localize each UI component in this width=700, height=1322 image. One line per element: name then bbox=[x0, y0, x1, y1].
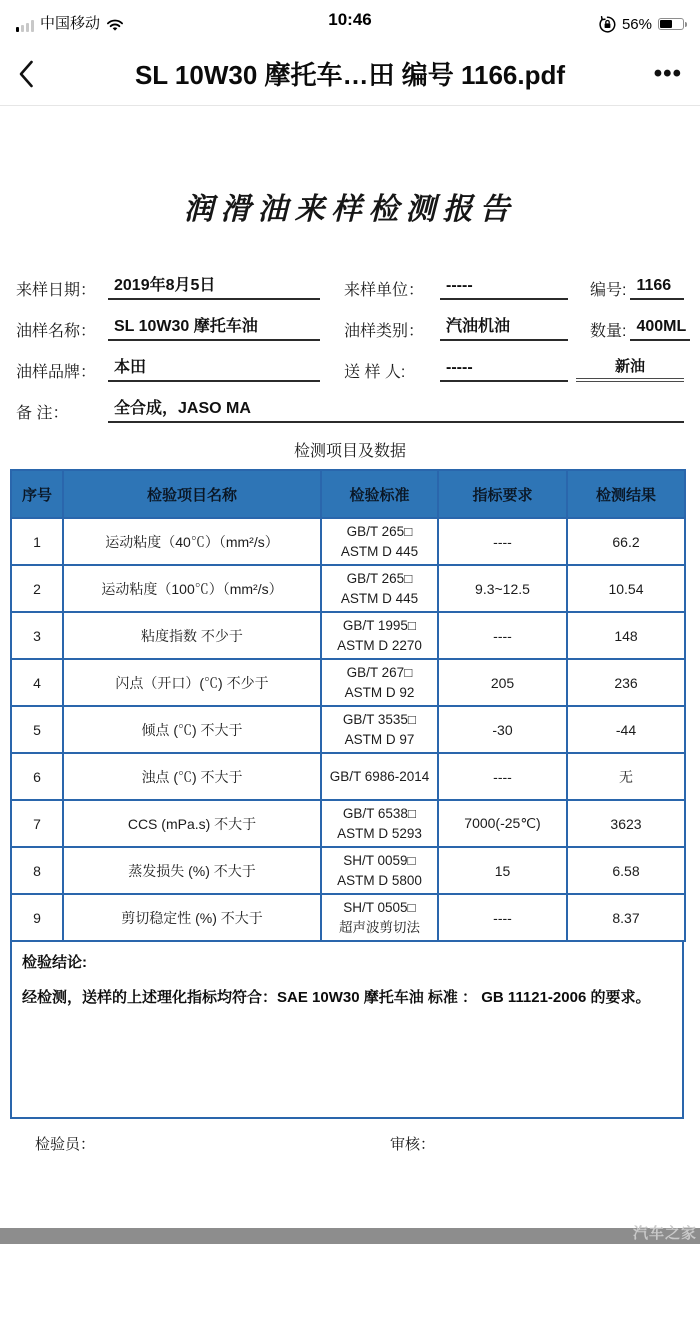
header-result: 检测结果 bbox=[567, 470, 685, 518]
bottom-bar bbox=[0, 1228, 700, 1244]
cell-row-number: 5 bbox=[11, 706, 63, 753]
table-row bbox=[11, 659, 685, 706]
standard-line-1: SH/T 0059□ bbox=[343, 852, 416, 868]
sample-date-label: 来样日期： bbox=[16, 282, 97, 299]
table-row bbox=[11, 894, 685, 941]
standard-line-1: GB/T 6538□ bbox=[342, 805, 417, 821]
conclusion-text: 经检测，送样的上述理化指标均符合：SAE 10W30 摩托车油 标准 ： GB 11121-2006 的要求。 bbox=[22, 989, 651, 1006]
serial-label: 编号: bbox=[590, 282, 627, 299]
cell-standard bbox=[321, 847, 438, 894]
standard-line-2: 超声波剪切法 bbox=[339, 919, 420, 935]
form-row-4 bbox=[16, 397, 684, 423]
header-item: 检验项目名称 bbox=[63, 470, 321, 518]
cell-row-number: 4 bbox=[11, 659, 63, 706]
battery-icon bbox=[658, 18, 684, 30]
oil-name-value: SL 10W30 摩托车油 bbox=[108, 313, 320, 341]
signatures-row bbox=[0, 1133, 700, 1159]
reviewer-label: 审核： bbox=[390, 1136, 436, 1153]
carrier-label: 中国移动 bbox=[40, 15, 101, 32]
form-row-2 bbox=[16, 315, 687, 341]
cell-item-name: 浊点 (℃) 不大于 bbox=[63, 753, 321, 800]
sample-unit-label: 来样单位： bbox=[344, 282, 425, 299]
cell-standard bbox=[321, 706, 438, 753]
cell-row-number: 8 bbox=[11, 847, 63, 894]
nav-bar bbox=[0, 42, 700, 106]
cell-row-number: 6 bbox=[11, 753, 63, 800]
standard-line-2: ASTM D 445 bbox=[340, 590, 419, 606]
header-standard: 检验标准 bbox=[321, 470, 438, 518]
quantity-value: 400ML bbox=[630, 318, 690, 341]
inspector-label: 检验员： bbox=[35, 1136, 96, 1153]
standard-line-1: SH/T 0505□ bbox=[343, 899, 416, 915]
table-row bbox=[11, 753, 685, 800]
cell-standard bbox=[321, 894, 438, 941]
standard-line-2: ASTM D 5800 bbox=[337, 872, 422, 888]
cell-standard bbox=[321, 753, 438, 800]
cell-requirement: -30 bbox=[438, 706, 567, 753]
serial-value: 1166 bbox=[630, 277, 684, 300]
cell-requirement: ---- bbox=[438, 894, 567, 941]
oil-name-label: 油样名称： bbox=[16, 323, 97, 340]
oil-state-value: 新油 bbox=[576, 355, 684, 382]
table-row bbox=[11, 847, 685, 894]
cell-item-name: 运动粘度（100℃）（mm²/s） bbox=[63, 565, 321, 612]
standard-line-1: GB/T 265□ bbox=[346, 570, 413, 586]
cell-item-name: 运动粘度（40℃）（mm²/s） bbox=[63, 518, 321, 565]
standard-line-1: GB/T 1995□ bbox=[342, 617, 417, 633]
cell-standard bbox=[321, 800, 438, 847]
cell-item-name: 蒸发损失 (%) 不大于 bbox=[63, 847, 321, 894]
cell-result: 无 bbox=[567, 753, 685, 800]
cell-standard bbox=[321, 612, 438, 659]
table-row bbox=[11, 800, 685, 847]
conclusion-box bbox=[10, 942, 684, 1119]
test-table-body bbox=[11, 518, 685, 941]
standard-line-1: GB/T 3535□ bbox=[342, 711, 417, 727]
table-row bbox=[11, 565, 685, 612]
cell-result: 6.58 bbox=[567, 847, 685, 894]
clock: 10:46 bbox=[328, 10, 372, 29]
cell-requirement: ---- bbox=[438, 518, 567, 565]
remark-label: 备 注： bbox=[16, 405, 69, 422]
cell-result: -44 bbox=[567, 706, 685, 753]
header-requirement: 指标要求 bbox=[438, 470, 567, 518]
cell-result: 10.54 bbox=[567, 565, 685, 612]
chevron-left-icon bbox=[18, 60, 34, 88]
header-no: 序号 bbox=[11, 470, 63, 518]
report-title: 润滑油来样检测报告 bbox=[183, 192, 517, 227]
cell-row-number: 3 bbox=[11, 612, 63, 659]
cell-requirement: 9.3~12.5 bbox=[438, 565, 567, 612]
cell-row-number: 1 bbox=[11, 518, 63, 565]
standard-line-1: GB/T 267□ bbox=[346, 664, 413, 680]
cell-row-number: 7 bbox=[11, 800, 63, 847]
cell-item-name: 剪切稳定性 (%) 不大于 bbox=[63, 894, 321, 941]
standard-line-1: GB/T 6986-2014 bbox=[329, 768, 430, 784]
oil-type-label: 油样类别： bbox=[344, 323, 425, 340]
test-results-table bbox=[10, 469, 686, 942]
quantity-label: 数量: bbox=[590, 323, 627, 340]
cell-standard bbox=[321, 659, 438, 706]
standard-line-2: ASTM D 97 bbox=[344, 731, 415, 747]
remark-value: 全合成，JASO MA bbox=[108, 395, 684, 423]
standard-line-2: ASTM D 92 bbox=[344, 684, 415, 700]
table-header bbox=[11, 470, 685, 518]
document-title: SL 10W30 摩托车…田 编号 1166.pdf bbox=[134, 60, 566, 90]
oil-brand-value: 本田 bbox=[108, 354, 320, 382]
sender-value: ----- bbox=[440, 359, 568, 382]
status-bar bbox=[0, 0, 700, 42]
standard-line-2: ASTM D 445 bbox=[340, 543, 419, 559]
cell-requirement: ---- bbox=[438, 753, 567, 800]
form-row-1 bbox=[16, 274, 684, 300]
conclusion-label: 检验结论: bbox=[22, 954, 87, 971]
table-row bbox=[11, 612, 685, 659]
oil-brand-label: 油样品牌： bbox=[16, 364, 97, 381]
standard-line-1: GB/T 265□ bbox=[346, 523, 413, 539]
cell-item-name: 闪点（开口）(℃) 不少于 bbox=[63, 659, 321, 706]
battery-percent-label: 56% bbox=[621, 15, 652, 33]
watermark: 汽车之家 bbox=[632, 1225, 697, 1242]
cell-result: 3623 bbox=[567, 800, 685, 847]
back-button[interactable] bbox=[18, 54, 52, 94]
standard-line-2: ASTM D 2270 bbox=[337, 637, 422, 653]
cell-requirement: 15 bbox=[438, 847, 567, 894]
pdf-page[interactable] bbox=[0, 184, 700, 1322]
cell-row-number: 2 bbox=[11, 565, 63, 612]
cell-result: 148 bbox=[567, 612, 685, 659]
sender-label: 送 样 人: bbox=[344, 364, 406, 381]
report-header-form bbox=[16, 274, 687, 423]
cell-result: 8.37 bbox=[567, 894, 685, 941]
oil-type-value: 汽油机油 bbox=[440, 313, 568, 341]
standard-line-2: ASTM D 5293 bbox=[337, 825, 422, 841]
table-row bbox=[11, 706, 685, 753]
cell-item-name: 粘度指数 不少于 bbox=[63, 612, 321, 659]
table-row bbox=[11, 518, 685, 565]
form-row-3 bbox=[16, 356, 684, 382]
cell-result: 66.2 bbox=[567, 518, 685, 565]
cell-item-name: 倾点 (℃) 不大于 bbox=[63, 706, 321, 753]
cell-standard bbox=[321, 518, 438, 565]
sample-unit-value: ----- bbox=[440, 277, 568, 300]
cell-row-number: 9 bbox=[11, 894, 63, 941]
cell-result: 236 bbox=[567, 659, 685, 706]
sample-date-value: 2019年8月5日 bbox=[108, 272, 320, 300]
cell-item-name: CCS (mPa.s) 不大于 bbox=[63, 800, 321, 847]
cell-standard bbox=[321, 565, 438, 612]
more-options-button[interactable]: ••• bbox=[653, 59, 682, 87]
section-title: 检测项目及数据 bbox=[293, 443, 406, 460]
cell-requirement: 7000(-25℃) bbox=[438, 800, 567, 847]
cell-requirement: 205 bbox=[438, 659, 567, 706]
cell-requirement: ---- bbox=[438, 612, 567, 659]
